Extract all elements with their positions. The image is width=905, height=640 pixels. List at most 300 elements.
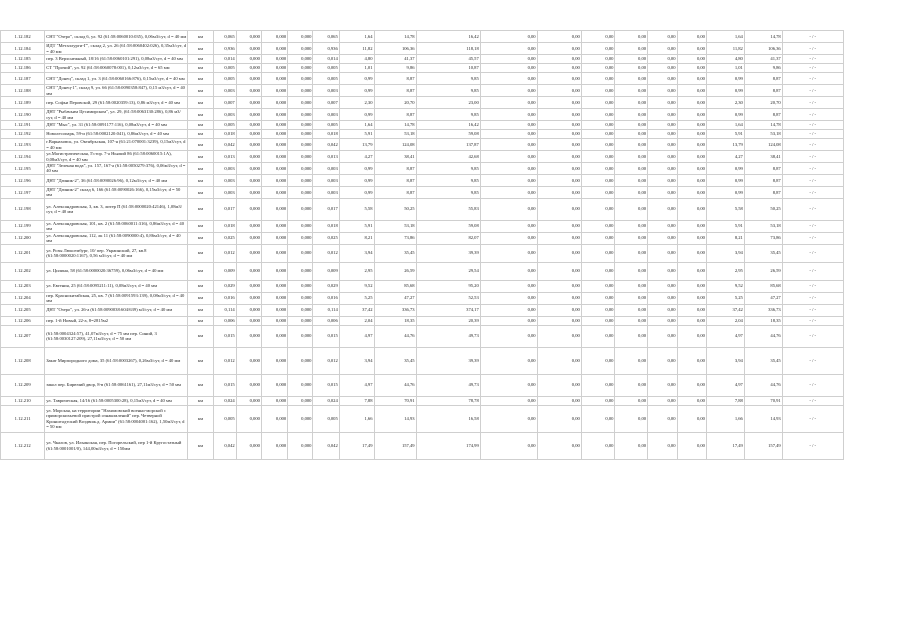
row-unit: км (188, 130, 213, 139)
row-value: 0,025 (213, 232, 236, 244)
row-description: пер. Софьи Перовской, 29 (61:58:0020359:13), 0,86 м3/сут, d = 40 мм (45, 97, 188, 109)
row-value: 44,76 (374, 325, 416, 347)
row-value: 0,000 (236, 151, 261, 163)
row-unit: км (188, 347, 213, 374)
row-value: 0,000 (261, 31, 287, 43)
row-value: 0,000 (236, 121, 261, 130)
row-value: 0,00 (480, 198, 537, 220)
row-value: 0,00 (537, 109, 581, 121)
row-value: 0,065 (213, 31, 236, 43)
row-value: 39,39 (416, 244, 480, 262)
row-value: 0,00 (581, 64, 615, 73)
table-row (1, 151, 905, 163)
row-value: 0,00 (648, 43, 677, 55)
row-value: 0,00 (615, 396, 648, 405)
row-value: 0,00 (581, 97, 615, 109)
row-value: 73,86 (374, 232, 416, 244)
row-value: 9,85 (416, 163, 480, 175)
row-unit: км (188, 316, 213, 325)
table-row (1, 174, 905, 186)
row-value: 50,25 (374, 198, 416, 220)
row-value: 0,000 (288, 73, 313, 85)
row-value: 0,00 (615, 198, 648, 220)
row-value: 0,00 (537, 220, 581, 232)
table-row (1, 139, 905, 151)
row-value: 0,00 (537, 121, 581, 130)
row-value: 0,00 (480, 109, 537, 121)
row-value: 20,70 (374, 97, 416, 109)
table-spacer (843, 43, 904, 55)
row-value: 0,003 (313, 85, 339, 97)
row-value: 1,01 (339, 64, 374, 73)
row-value: 35,45 (744, 244, 782, 262)
row-value: 0,013 (213, 151, 236, 163)
row-value: 0,00 (480, 43, 537, 55)
row-value: 4,97 (706, 374, 744, 396)
row-value: 0,00 (677, 396, 706, 405)
row-value: 2,95 (339, 262, 374, 280)
row-value: 5,91 (339, 220, 374, 232)
row-value: 0,00 (615, 151, 648, 163)
row-value: 0,000 (288, 85, 313, 97)
row-value: 9,86 (744, 64, 782, 73)
row-value: 0,000 (236, 396, 261, 405)
row-value: 3,94 (706, 347, 744, 374)
row-value: 0,00 (648, 262, 677, 280)
row-value: 16,58 (416, 405, 480, 432)
row-description: ул. Розы Люксембург, 10/ пер. Украинский, 27, кв.8 (61:58:0000020:1167), 0,56 м3/сут, d = 40 мм (45, 244, 188, 262)
row-value: 0,00 (480, 139, 537, 151)
row-description: ул. Чкалов, ул. Ильинская, пер. Погорельский, пер 1-й Кругостатный (61:58:0001001/0), 144,00м3/сут, d = 150мм (45, 432, 188, 459)
row-value: 0,00 (537, 432, 581, 459)
table-row (1, 262, 905, 280)
row-value: 0,00 (480, 396, 537, 405)
row-value: 44,76 (744, 374, 782, 396)
row-value: 0,000 (261, 347, 287, 374)
row-value: 0,00 (581, 55, 615, 64)
row-value: 8,87 (744, 85, 782, 97)
row-value: 0,00 (537, 186, 581, 198)
row-unit: км (188, 163, 213, 175)
row-value: 0,00 (480, 232, 537, 244)
row-value: 0,00 (615, 73, 648, 85)
row-value: 0,99 (339, 109, 374, 121)
row-value: 37,42 (339, 304, 374, 316)
row-value: 0,000 (261, 121, 287, 130)
row-value: 0,00 (677, 316, 706, 325)
table-spacer (843, 374, 904, 396)
row-value: 0,000 (288, 262, 313, 280)
row-value: 14,93 (744, 405, 782, 432)
row-value: 3,94 (339, 244, 374, 262)
row-value: 0,000 (236, 85, 261, 97)
row-value: 0,00 (480, 347, 537, 374)
table-row (1, 163, 905, 175)
table-row (1, 292, 905, 304)
row-value: 0,00 (648, 64, 677, 73)
row-unit: км (188, 73, 213, 85)
row-value: 39,39 (416, 347, 480, 374)
row-value: 16,42 (416, 31, 480, 43)
row-value: 0,003 (313, 163, 339, 175)
row-value: 0,000 (261, 85, 287, 97)
row-value: 0,00 (480, 325, 537, 347)
row-value: 37,42 (706, 304, 744, 316)
row-unit: км (188, 262, 213, 280)
row-value: 3,94 (706, 244, 744, 262)
row-value: 0,00 (648, 347, 677, 374)
row-value: 0,00 (677, 163, 706, 175)
row-value: 0,000 (236, 325, 261, 347)
row-value: 0,00 (581, 186, 615, 198)
row-value: 8,21 (706, 232, 744, 244)
row-value: 336,73 (374, 304, 416, 316)
table-spacer (843, 232, 904, 244)
row-value: 0,018 (213, 130, 236, 139)
row-value: 0,00 (581, 85, 615, 97)
row-value: 0,00 (537, 316, 581, 325)
table-spacer (843, 73, 904, 85)
row-value: 0,00 (677, 121, 706, 130)
row-value: 0,00 (615, 55, 648, 64)
row-value: 0,00 (677, 174, 706, 186)
row-value: 4,80 (706, 55, 744, 64)
row-value: 8,87 (744, 73, 782, 85)
row-value: 0,000 (261, 244, 287, 262)
row-value: 0,000 (261, 396, 287, 405)
row-value: 2,04 (339, 316, 374, 325)
row-id: 1.12.186 (1, 64, 45, 73)
row-value: 0,005 (213, 64, 236, 73)
row-value: 1,64 (339, 31, 374, 43)
row-value: 0,00 (648, 73, 677, 85)
row-unit: км (188, 151, 213, 163)
row-value: 0,065 (313, 31, 339, 43)
row-value: 0,00 (537, 55, 581, 64)
row-value: 9,85 (416, 186, 480, 198)
row-value: 157,49 (744, 432, 782, 459)
row-value: 0,00 (677, 198, 706, 220)
table-spacer (843, 64, 904, 73)
row-value: 0,005 (213, 405, 236, 432)
row-value: 0,00 (677, 405, 706, 432)
row-value: 70,91 (374, 396, 416, 405)
row-value: 0,015 (313, 374, 339, 396)
row-value: 0,000 (288, 198, 313, 220)
row-id: 1.12.205 (1, 304, 45, 316)
row-value: 0,00 (648, 304, 677, 316)
row-value: 1,66 (706, 405, 744, 432)
row-value: - / - (782, 109, 843, 121)
row-value: 0,00 (537, 73, 581, 85)
row-value: 8,87 (374, 163, 416, 175)
row-description: ИДТ "Металлурги-Г", склад 2, ул. 26 (61:58:0060402:026), 0,35м3/сут, d = 40 мм (46, 43, 187, 54)
row-value: 0,000 (261, 325, 287, 347)
row-value: 0,114 (213, 304, 236, 316)
row-value: - / - (782, 73, 843, 85)
row-value: 20,70 (744, 97, 782, 109)
row-id: 1.12.201 (1, 244, 45, 262)
row-value: 106,36 (744, 43, 782, 55)
row-value: 0,00 (480, 432, 537, 459)
row-value: 0,00 (615, 432, 648, 459)
row-value: 18,35 (374, 316, 416, 325)
row-value: 59,08 (416, 130, 480, 139)
row-value: 0,003 (313, 174, 339, 186)
row-value: 0,00 (677, 374, 706, 396)
table-spacer (843, 121, 904, 130)
row-value: 0,000 (288, 220, 313, 232)
row-unit: км (188, 97, 213, 109)
row-value: 0,00 (581, 244, 615, 262)
row-value: 14,78 (744, 31, 782, 43)
row-value: 1,64 (706, 31, 744, 43)
row-value: 0,00 (480, 405, 537, 432)
row-value: 0,017 (313, 198, 339, 220)
row-value: 8,87 (744, 186, 782, 198)
row-value: 0,00 (615, 163, 648, 175)
row-value: 0,00 (648, 396, 677, 405)
row-value: 0,00 (537, 97, 581, 109)
row-value: 8,87 (374, 85, 416, 97)
row-value: 0,042 (313, 139, 339, 151)
row-value: 0,99 (339, 73, 374, 85)
row-value: 0,000 (288, 163, 313, 175)
row-value: 55,83 (416, 198, 480, 220)
row-value: 0,00 (581, 280, 615, 292)
row-value: 0,000 (288, 325, 313, 347)
row-value: 53,18 (744, 130, 782, 139)
row-value: 0,00 (537, 347, 581, 374)
table-row (1, 220, 905, 232)
row-value: 0,000 (288, 432, 313, 459)
row-value: 0,99 (339, 174, 374, 186)
table-row (1, 405, 905, 432)
row-value: 0,000 (236, 232, 261, 244)
row-unit: км (188, 121, 213, 130)
table-spacer (843, 280, 904, 292)
row-value: 13,79 (706, 139, 744, 151)
row-value: 0,000 (261, 97, 287, 109)
row-value: 0,016 (313, 292, 339, 304)
table-spacer (843, 139, 904, 151)
row-id: 1.12.211 (1, 405, 45, 432)
row-value: 0,000 (288, 232, 313, 244)
row-value: 0,014 (213, 55, 236, 64)
row-value: 53,18 (744, 220, 782, 232)
row-value: 0,003 (313, 186, 339, 198)
row-value: 5,25 (339, 292, 374, 304)
row-id: 1.12.193 (1, 139, 45, 151)
row-unit: км (188, 325, 213, 347)
row-value: - / - (782, 316, 843, 325)
row-value: 0,000 (288, 292, 313, 304)
row-value: 0,013 (313, 151, 339, 163)
row-value: 9,85 (416, 109, 480, 121)
row-unit: км (188, 292, 213, 304)
row-value: 0,00 (480, 163, 537, 175)
row-value: 0,000 (236, 139, 261, 151)
row-value: - / - (782, 244, 843, 262)
row-unit: км (188, 280, 213, 292)
row-value: 0,00 (581, 174, 615, 186)
row-value: 10,87 (416, 64, 480, 73)
row-description: закол пер. Бирючий двор, 8-в (61:58:0061161), 27,11м3/сут, d = 50 мм (45, 374, 188, 396)
row-value: 0,00 (648, 244, 677, 262)
row-value: 4,97 (339, 325, 374, 347)
table-row (1, 347, 905, 374)
row-value: 59,08 (416, 220, 480, 232)
row-description: ул.Магистратическая, 5'стор. 7-а Ньяпий 86 (61:58:0060015:1А), 0,08м3/сут, d = 40 мм (45, 151, 188, 163)
row-value: 157,49 (374, 432, 416, 459)
table-row (1, 121, 905, 130)
row-value: 0,00 (648, 432, 677, 459)
row-value: 9,52 (706, 280, 744, 292)
row-value: 0,00 (677, 292, 706, 304)
row-value: 0,014 (313, 55, 339, 64)
row-value: 0,00 (648, 174, 677, 186)
row-value: 0,000 (236, 97, 261, 109)
row-value: 0,99 (706, 109, 744, 121)
row-unit: км (188, 396, 213, 405)
row-value: 0,00 (677, 347, 706, 374)
row-value: 0,000 (288, 121, 313, 130)
row-description: ДНТ "Озеро", ул. 26-а (61:58:0090038:604/639) м3/сут, d = 40 мм (45, 304, 188, 316)
row-value: 0,00 (677, 97, 706, 109)
row-unit: км (188, 405, 213, 432)
row-value: 0,016 (213, 292, 236, 304)
row-value: 0,00 (648, 198, 677, 220)
row-value: 9,86 (374, 64, 416, 73)
row-value: 0,00 (537, 64, 581, 73)
row-value: - / - (782, 405, 843, 432)
row-value: 5,91 (706, 130, 744, 139)
row-description: ДНТ "Рыбачьим Цесимирском", ул. 29, (61:58:0063130:286), 0,86 м3/сут, d = 40 мм (45, 109, 188, 121)
row-id: 1.12.207 (1, 325, 45, 347)
row-value: 23,00 (416, 97, 480, 109)
row-description: СТ "Прочий", ул. 92 (61:58:0060078:001), 0,12м3/сут, d = 65 мм (45, 64, 188, 73)
table-spacer (843, 432, 904, 459)
table-row (1, 64, 905, 73)
row-value: 14,93 (374, 405, 416, 432)
row-value: 0,000 (288, 43, 313, 55)
row-value: 0,029 (213, 280, 236, 292)
row-unit: км (188, 85, 213, 97)
row-value: - / - (782, 85, 843, 97)
row-description: г.Варнаховск, ул. Октябрьская, 107-я (61:21:070001:3239), 0,15м3/сут, d = 40 мм (45, 139, 188, 151)
row-value: 0,000 (261, 292, 287, 304)
row-value: 29,54 (416, 262, 480, 280)
row-value: 0,00 (615, 43, 648, 55)
row-value: 0,000 (261, 73, 287, 85)
table-spacer (843, 262, 904, 280)
row-description: (61:58:0004324:57), 41,07м3/сут, d = 75 мм пер. Синий, 3 (61:58:0030127:209), 27,11м3/сут, d = 50 мм (45, 325, 188, 347)
table-row (1, 325, 905, 347)
row-value: 0,00 (648, 220, 677, 232)
row-value: 0,00 (677, 232, 706, 244)
row-value: 35,45 (744, 347, 782, 374)
table-row (1, 374, 905, 396)
row-value: 0,00 (537, 396, 581, 405)
row-value: 0,00 (648, 55, 677, 64)
row-value: - / - (782, 232, 843, 244)
row-description: ДНТ "Мыс", ул. 31 (61:58:0091177:116), 0,08м3/сут, d = 40 мм (45, 121, 188, 130)
row-value: 52,53 (416, 292, 480, 304)
table-spacer (843, 151, 904, 163)
row-value: 11,82 (706, 43, 744, 55)
row-value: 0,000 (288, 304, 313, 316)
table-spacer (843, 396, 904, 405)
row-value: 0,018 (313, 130, 339, 139)
row-value: 0,00 (480, 262, 537, 280)
table-row (1, 232, 905, 244)
row-value: 16,42 (416, 121, 480, 130)
row-value: 0,00 (581, 304, 615, 316)
row-value: 0,000 (288, 130, 313, 139)
row-unit: км (188, 43, 213, 55)
row-value: 0,00 (581, 220, 615, 232)
row-value: 0,000 (288, 64, 313, 73)
row-value: 0,006 (313, 316, 339, 325)
row-value: 0,003 (213, 85, 236, 97)
row-value: 0,009 (213, 262, 236, 280)
row-value: 0,000 (288, 316, 313, 325)
row-value: 0,000 (261, 405, 287, 432)
table-spacer (843, 244, 904, 262)
table-spacer (843, 186, 904, 198)
row-value: 0,005 (213, 121, 236, 130)
row-value: 0,00 (677, 31, 706, 43)
row-unit: км (188, 304, 213, 316)
row-value: 0,000 (261, 43, 287, 55)
row-description: Новолесопарк, 59-и (61:58:0002120:041), 0,86м3/сут, d = 40 мм (45, 130, 188, 139)
row-value: 0,000 (236, 186, 261, 198)
table-spacer (843, 347, 904, 374)
row-id: 1.12.204 (1, 292, 45, 304)
row-value: 9,52 (339, 280, 374, 292)
row-value: 0,00 (615, 405, 648, 432)
row-id: 1.12.208 (1, 347, 45, 374)
row-value: 174,99 (416, 432, 480, 459)
table-row (1, 55, 905, 64)
row-id: 1.12.190 (1, 109, 45, 121)
row-value: - / - (782, 432, 843, 459)
row-value: 0,00 (480, 121, 537, 130)
row-value: 0,000 (236, 73, 261, 85)
row-value: 20,39 (416, 316, 480, 325)
row-value: - / - (782, 55, 843, 64)
row-id: 1.12.212 (1, 432, 45, 459)
row-value: 0,00 (537, 43, 581, 55)
row-value: - / - (782, 347, 843, 374)
row-value: 50,25 (744, 198, 782, 220)
row-value: 0,007 (313, 97, 339, 109)
table-row (1, 198, 905, 220)
row-value: 0,00 (615, 97, 648, 109)
row-value: 42,68 (416, 151, 480, 163)
row-value: 41,37 (744, 55, 782, 64)
row-value: 4,97 (706, 325, 744, 347)
row-value: 0,024 (213, 396, 236, 405)
row-value: 0,00 (480, 97, 537, 109)
row-value: 8,87 (744, 109, 782, 121)
row-value: 0,00 (648, 163, 677, 175)
row-value: 0,00 (677, 220, 706, 232)
row-value: 0,025 (313, 232, 339, 244)
row-value: 17,49 (339, 432, 374, 459)
row-value: 0,00 (537, 198, 581, 220)
row-value: 0,003 (213, 186, 236, 198)
